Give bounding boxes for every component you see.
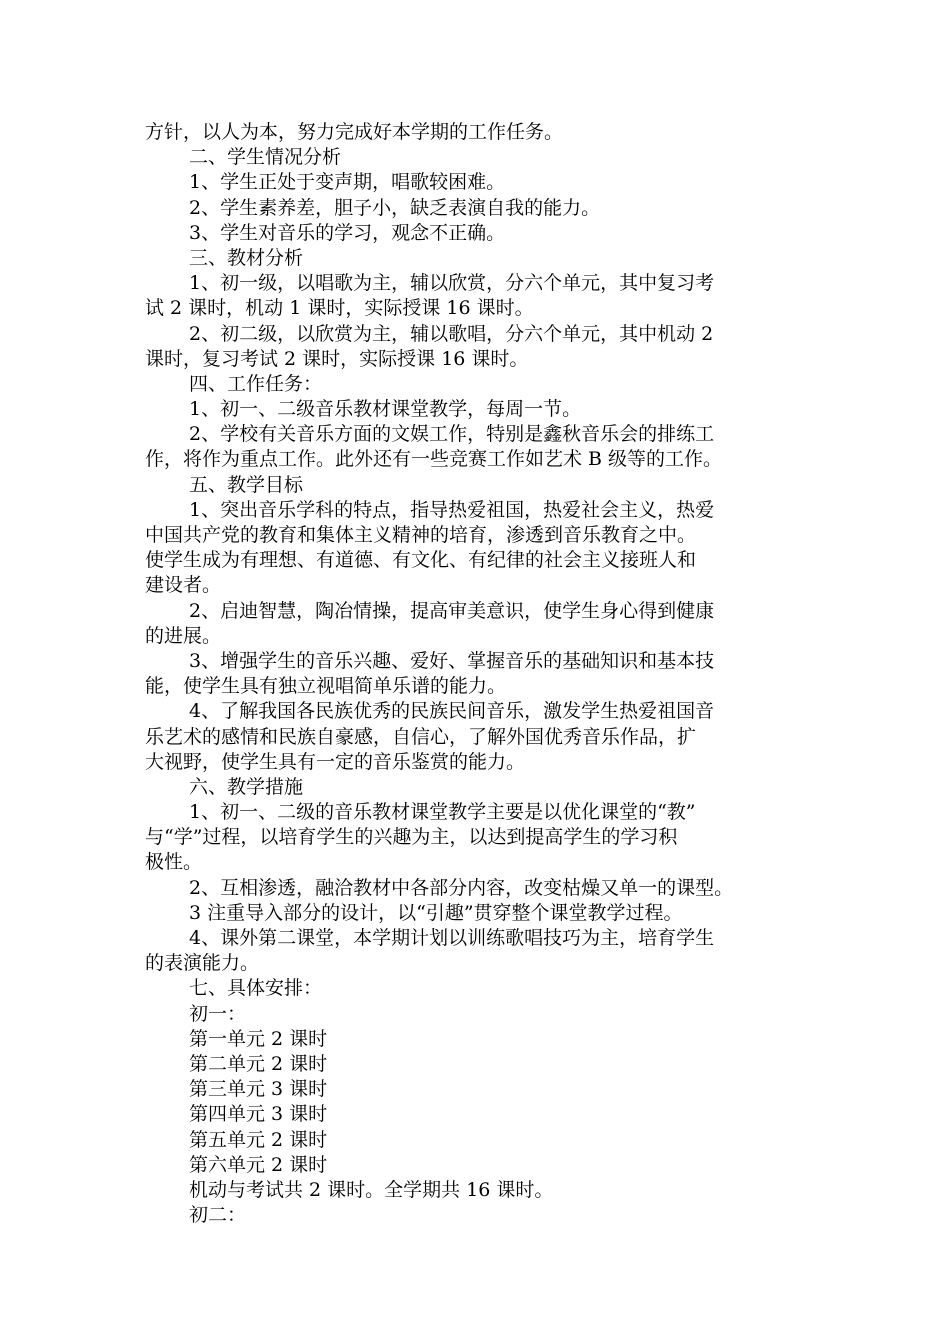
text-line: 使学生成为有理想、有道德、有文化、有纪律的社会主义接班人和	[145, 549, 697, 572]
text-line: 试 2 课时，机动 1 课时，实际授课 16 课时。	[145, 297, 534, 320]
text-line: 初一：	[189, 1002, 247, 1025]
document-body	[145, 120, 810, 1228]
text-line: 3、学生对音乐的学习，观念不正确。	[189, 221, 506, 244]
text-line: 2、学生素养差，胆子小，缺乏表演自我的能力。	[189, 196, 601, 219]
text-line: 2、学校有关音乐方面的文娱工作，特别是鑫秋音乐会的排练工	[189, 423, 715, 446]
text-line: 4、了解我国各民族优秀的民族民间音乐，激发学生热爱祖国音	[189, 700, 715, 723]
text-line: 3 注重导入部分的设计，以“引趣”贯穿整个课堂教学过程。	[189, 901, 683, 924]
text-line: 作，将作为重点工作。此外还有一些竞赛工作如艺术 B 级等的工作。	[145, 448, 723, 471]
text-line: 的进展。	[145, 624, 222, 647]
text-line: 七、具体安排：	[189, 977, 323, 1000]
text-line: 三、教材分析	[189, 246, 304, 269]
text-line: 课时，复习考试 2 课时，实际授课 16 课时。	[145, 347, 529, 370]
text-line: 1、突出音乐学科的特点，指导热爱祖国，热爱社会主义，热爱	[189, 498, 715, 521]
text-line: 大视野，使学生具有一定的音乐鉴赏的能力。	[145, 750, 526, 773]
text-line: 方针，以人为本，努力完成好本学期的工作任务。	[145, 121, 564, 143]
text-line: 2、互相渗透，融洽教材中各部分内容，改变枯燥又单一的课型。	[189, 876, 734, 899]
text-line: 机动与考试共 2 课时。全学期共 16 课时。	[189, 1178, 554, 1201]
text-line: 4、课外第二课堂，本学期计划以训练歌唱技巧为主，培育学生	[189, 927, 715, 949]
text-line: 第四单元 3 课时	[189, 1103, 328, 1126]
text-line: 2、初二级，以欣赏为主，辅以歌唱，分六个单元，其中机动 2	[189, 322, 714, 345]
text-line: 四、工作任务：	[189, 372, 323, 395]
text-line: 1、初一、二级的音乐教材课堂教学主要是以优化课堂的“教”	[189, 801, 696, 824]
text-line: 中国共产党的教育和集体主义精神的培育，渗透到音乐教育之中。	[145, 524, 697, 546]
text-line: 六、教学措施	[189, 775, 304, 798]
text-line: 的表演能力。	[145, 952, 260, 975]
text-line: 乐艺术的感情和民族自豪感，自信心，了解外国优秀音乐作品，扩	[145, 725, 697, 748]
text-line: 1、学生正处于变声期，唱歌较困难。	[189, 171, 506, 194]
text-line: 建设者。	[145, 574, 222, 597]
text-line: 与“学”过程，以培育学生的兴趣为主，以达到提高学生的学习积	[145, 826, 678, 849]
text-line: 第一单元 2 课时	[189, 1027, 328, 1050]
text-line: 能，使学生具有独立视唱简单乐谱的能力。	[145, 675, 507, 698]
text-line: 第五单元 2 课时	[189, 1128, 328, 1151]
text-line: 1、初一级，以唱歌为主，辅以欣赏，分六个单元，其中复习考	[189, 272, 715, 295]
text-line: 五、教学目标	[189, 473, 304, 496]
text-line: 二、学生情况分析	[189, 146, 342, 169]
text-line: 第三单元 3 课时	[189, 1078, 328, 1101]
text-line: 2、启迪智慧，陶冶情操，提高审美意识，使学生身心得到健康	[189, 599, 715, 622]
text-line: 1、初一、二级音乐教材课堂教学，每周一节。	[189, 398, 582, 421]
text-line: 极性。	[145, 851, 203, 874]
text-line: 3、增强学生的音乐兴趣、爱好、掌握音乐的基础知识和基本技	[189, 649, 715, 672]
text-line: 初二：	[189, 1204, 247, 1227]
text-line: 第二单元 2 课时	[189, 1052, 328, 1075]
text-line: 第六单元 2 课时	[189, 1153, 328, 1176]
